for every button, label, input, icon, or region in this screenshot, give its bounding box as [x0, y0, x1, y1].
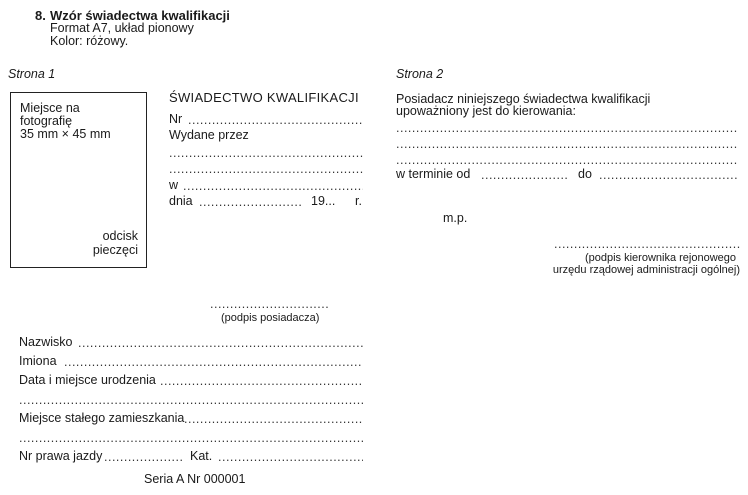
deadline-from-field[interactable] — [481, 169, 567, 181]
year-suffix: r. — [355, 194, 362, 208]
deadline-from-label: w terminie od — [396, 167, 471, 181]
photo-label-line2: fotografię — [20, 114, 73, 128]
vehicle-category-line-3[interactable] — [396, 154, 738, 166]
photo-label-line1: Miejsce na — [20, 101, 80, 115]
surname-field[interactable] — [78, 337, 363, 349]
issued-by-label: Wydane przez — [169, 128, 249, 142]
place-label: w — [169, 178, 179, 192]
page1-label: Strona 1 — [8, 67, 56, 81]
first-names-label: Imiona — [19, 354, 57, 368]
residence-field-continued[interactable] — [19, 432, 363, 444]
entitlement-line2: upoważniony jest do kierowania: — [396, 104, 576, 118]
date-dotted-line[interactable] — [199, 196, 303, 208]
color-line: Kolor: różowy. — [50, 34, 129, 48]
deadline-to-label: do — [578, 167, 592, 181]
residence-field[interactable] — [184, 413, 363, 425]
date-label: dnia — [169, 194, 193, 208]
head-signature-line[interactable] — [554, 238, 740, 250]
format-line: Format A7, układ pionowy — [50, 21, 194, 35]
license-number-label: Nr prawa jazdy — [19, 449, 103, 463]
series-number: Seria A Nr 000001 — [144, 472, 246, 486]
vehicle-category-line-2[interactable] — [396, 138, 738, 150]
surname-label: Nazwisko — [19, 335, 73, 349]
birth-field-continued[interactable] — [19, 394, 363, 406]
certificate-title: ŚWIADECTWO KWALIFIKACJI — [169, 90, 359, 105]
section-number: 8. — [35, 8, 46, 23]
holder-signature-line[interactable] — [210, 298, 328, 310]
photo-placeholder-box — [10, 92, 147, 268]
issued-by-line-2[interactable] — [169, 163, 363, 175]
birth-label: Data i miejsce urodzenia — [19, 373, 156, 387]
first-names-field[interactable] — [64, 356, 363, 368]
stamp-place-mp: m.p. — [443, 211, 468, 225]
stamp-label-line1: odcisk — [102, 229, 138, 243]
photo-size: 35 mm × 45 mm — [20, 127, 111, 141]
category-label: Kat. — [190, 449, 213, 463]
place-dotted-line[interactable] — [183, 180, 363, 192]
birth-field[interactable] — [160, 375, 363, 387]
deadline-to-field[interactable] — [599, 169, 738, 181]
nr-label: Nr — [169, 112, 183, 126]
head-signature-caption-line1: (podpis kierownika rejonowego — [584, 252, 736, 264]
license-number-field[interactable] — [104, 451, 182, 463]
nr-dotted-line[interactable] — [188, 114, 363, 126]
residence-label: Miejsce stałego zamieszkania — [19, 411, 185, 425]
holder-signature-caption: (podpis posiadacza) — [221, 312, 320, 324]
issued-by-line-1[interactable] — [169, 147, 363, 159]
category-field[interactable] — [218, 451, 363, 463]
year-prefix: 19... — [311, 194, 336, 208]
page2-label: Strona 2 — [396, 67, 444, 81]
stamp-label-line2: pieczęci — [92, 243, 138, 257]
head-signature-caption-line2: urzędu rządowej administracji ogólnej) — [552, 264, 740, 276]
entitlement-line1: Posiadacz niniejszego świadectwa kwalifikacji — [396, 92, 651, 106]
document-title: Wzór świadectwa kwalifikacji — [50, 8, 230, 23]
vehicle-category-line-1[interactable] — [396, 122, 738, 134]
